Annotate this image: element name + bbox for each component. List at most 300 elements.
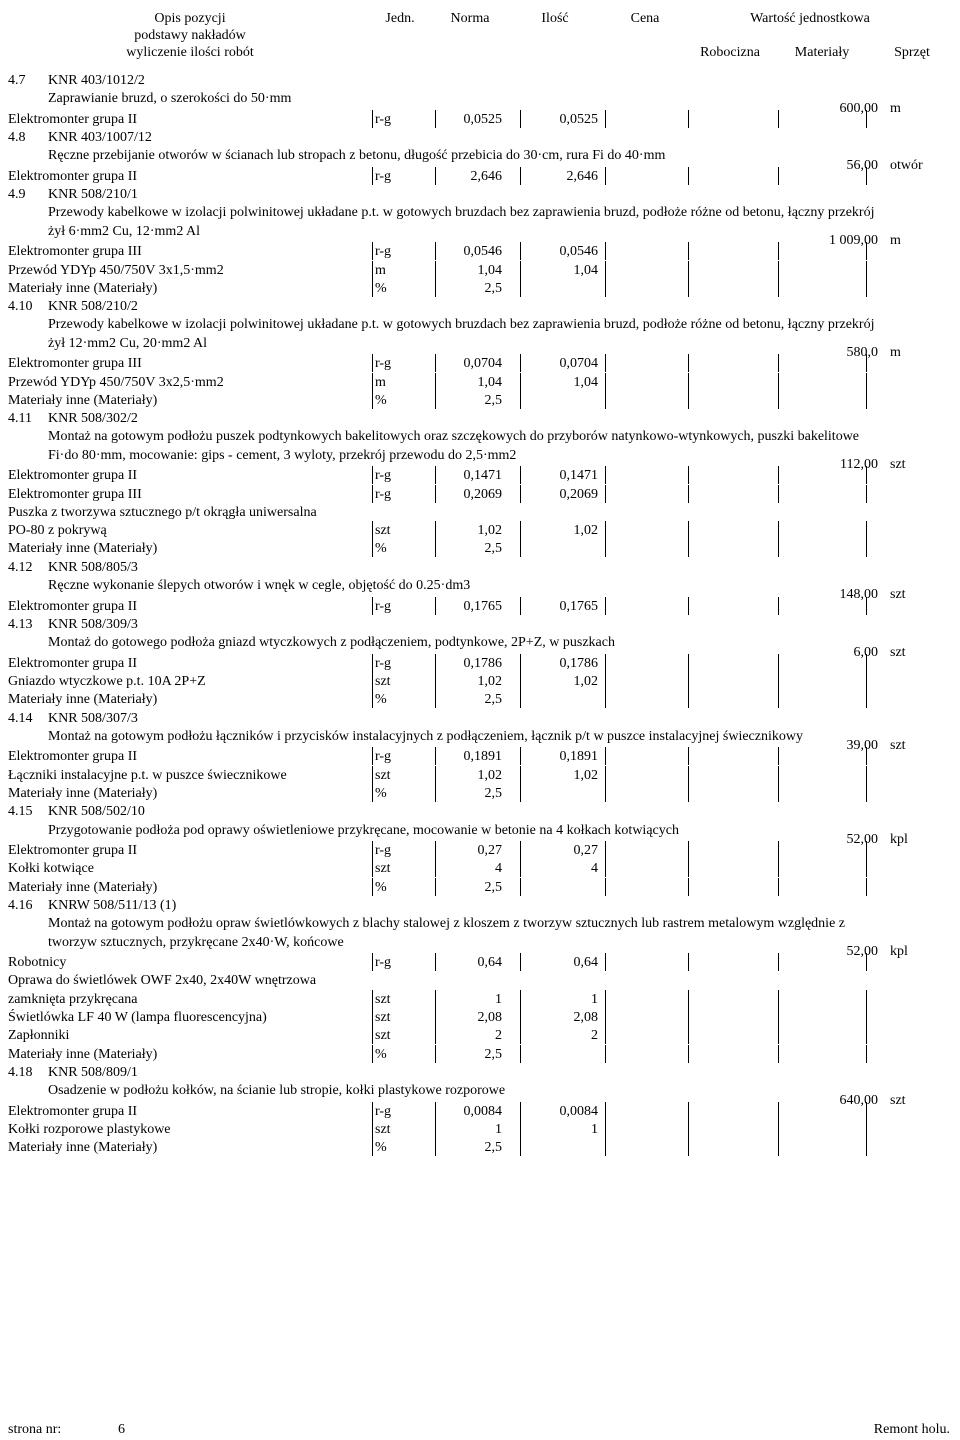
cell-divider <box>520 878 521 896</box>
cell-divider <box>605 539 606 557</box>
resource-norma: 2,5 <box>484 692 502 708</box>
resource-ilosc: 2,08 <box>573 1009 598 1025</box>
resource-name: Elektromonter grupa III <box>8 244 142 260</box>
resource-name: Elektromonter grupa III <box>8 356 142 372</box>
cell-divider <box>778 690 779 708</box>
cell-divider <box>520 242 521 260</box>
cell-divider <box>778 841 779 859</box>
resource-norma: 2 <box>495 1028 502 1044</box>
resource-ilosc: 1,02 <box>573 673 598 689</box>
cell-divider <box>866 953 867 971</box>
cell-divider <box>605 747 606 765</box>
page-footer <box>8 1422 125 1438</box>
resource-unit: szt <box>375 673 391 689</box>
cell-divider <box>866 521 867 539</box>
cell-divider <box>435 373 436 391</box>
resource-norma: 1,04 <box>477 262 502 278</box>
cell-divider <box>778 1138 779 1156</box>
cell-divider <box>435 1008 436 1026</box>
cell-divider <box>778 1120 779 1138</box>
cell-divider <box>688 466 689 484</box>
resource-name: Materiały inne (Materiały) <box>8 692 158 708</box>
resource-name: Materiały inne (Materiały) <box>8 280 158 296</box>
cell-divider <box>866 878 867 896</box>
cell-divider <box>688 1045 689 1063</box>
resource-norma: 2,5 <box>484 541 502 557</box>
resource-name: Materiały inne (Materiały) <box>8 392 158 408</box>
cell-divider <box>688 990 689 1008</box>
cell-divider <box>778 747 779 765</box>
cell-divider <box>778 110 779 128</box>
cell-divider <box>866 1026 867 1044</box>
resource-norma: 0,1765 <box>463 598 502 614</box>
cell-divider <box>435 766 436 784</box>
cell-divider <box>520 990 521 1008</box>
resource-norma: 0,1471 <box>463 468 502 484</box>
cell-divider <box>688 766 689 784</box>
cell-divider <box>435 242 436 260</box>
item-code: KNR 508/805/3 <box>48 559 138 575</box>
cell-divider <box>866 539 867 557</box>
item-description: Przygotowanie podłoża pod oprawy oświetleniowe przykręcane, mocowanie w betonie na 4 kołkach kotwiących <box>48 822 679 838</box>
item-quantity: 600,00 <box>839 100 878 116</box>
item-description: tworzyw sztucznych, przykręcane 2x40·W, końcowe <box>48 934 344 950</box>
cell-divider <box>778 261 779 279</box>
cell-divider <box>435 354 436 372</box>
cell-divider <box>372 279 373 297</box>
cell-divider <box>435 990 436 1008</box>
cell-divider <box>372 354 373 372</box>
resource-ilosc: 0,27 <box>573 843 598 859</box>
resource-norma: 2,5 <box>484 879 502 895</box>
item-number: 4.11 <box>8 411 32 427</box>
resource-unit: r-g <box>375 168 392 184</box>
item-unit: szt <box>890 457 906 473</box>
cell-divider <box>435 878 436 896</box>
cell-divider <box>435 110 436 128</box>
cell-divider <box>435 672 436 690</box>
resource-unit: % <box>375 1140 387 1156</box>
cell-divider <box>605 654 606 672</box>
cell-divider <box>520 1008 521 1026</box>
cell-divider <box>520 373 521 391</box>
item-description: żył 6·mm2 Cu, 12·mm2 Al <box>48 223 201 239</box>
resource-ilosc: 0,1786 <box>559 655 598 671</box>
cell-divider <box>520 859 521 877</box>
cell-divider <box>605 1026 606 1044</box>
cell-divider <box>435 859 436 877</box>
cell-divider <box>778 672 779 690</box>
cell-divider <box>688 841 689 859</box>
cell-divider <box>372 485 373 503</box>
header-opis-line-3: wyliczenie ilości robót <box>126 45 254 60</box>
item-code: KNR 508/302/2 <box>48 411 138 427</box>
cell-divider <box>688 1008 689 1026</box>
item-unit: kpl <box>890 943 908 959</box>
resource-norma: 2,5 <box>484 392 502 408</box>
cell-divider <box>688 690 689 708</box>
resource-norma: 1,04 <box>477 374 502 390</box>
resource-unit: % <box>375 879 387 895</box>
cell-divider <box>866 859 867 877</box>
cell-divider <box>372 953 373 971</box>
resource-ilosc: 1,04 <box>573 374 598 390</box>
resource-unit: r-g <box>375 955 392 971</box>
cell-divider <box>520 354 521 372</box>
cell-divider <box>372 841 373 859</box>
cell-divider <box>372 391 373 409</box>
resource-name: Materiały inne (Materiały) <box>8 879 158 895</box>
resource-unit: % <box>375 1046 387 1062</box>
cell-divider <box>372 1008 373 1026</box>
resource-ilosc: 2 <box>591 1028 598 1044</box>
item-description: Przewody kabelkowe w izolacji polwinitowej układane p.t. w gotowych bruzdach bez zaprawienia bruzd, podłoże różne od betonu, łączny przekrój <box>48 205 875 221</box>
item-quantity: 39,00 <box>846 738 878 754</box>
cell-divider <box>688 1102 689 1120</box>
cell-divider <box>435 690 436 708</box>
cell-divider <box>605 279 606 297</box>
cell-divider <box>778 597 779 615</box>
item-code: KNRW 508/511/13 (1) <box>48 897 177 913</box>
resource-name: Elektromonter grupa II <box>8 655 138 671</box>
item-unit: szt <box>890 738 906 754</box>
header-cena: Cena <box>630 11 660 26</box>
cell-divider <box>866 766 867 784</box>
cell-divider <box>866 354 867 372</box>
item-code: KNR 508/502/10 <box>48 804 145 820</box>
resource-ilosc: 0,64 <box>573 955 598 971</box>
item-description: Zaprawianie bruzd, o szerokości do 50·mm <box>48 91 292 107</box>
cell-divider <box>605 859 606 877</box>
page-number: 6 <box>118 1422 125 1437</box>
item-number: 4.8 <box>8 130 26 146</box>
cell-divider <box>866 279 867 297</box>
resource-name: Elektromonter grupa II <box>8 168 138 184</box>
cell-divider <box>688 167 689 185</box>
cell-divider <box>605 953 606 971</box>
cell-divider <box>866 784 867 802</box>
cell-divider <box>435 466 436 484</box>
cell-divider <box>435 597 436 615</box>
cell-divider <box>605 167 606 185</box>
item-code: KNR 508/307/3 <box>48 710 138 726</box>
resource-unit: r-g <box>375 749 392 765</box>
item-quantity: 56,00 <box>846 157 878 173</box>
cell-divider <box>688 878 689 896</box>
cell-divider <box>435 485 436 503</box>
cell-divider <box>520 261 521 279</box>
resource-norma: 1 <box>495 1121 502 1137</box>
cell-divider <box>372 766 373 784</box>
cell-divider <box>688 859 689 877</box>
item-quantity: 580,0 <box>846 345 878 361</box>
cell-divider <box>605 672 606 690</box>
cell-divider <box>435 1026 436 1044</box>
cell-divider <box>520 1026 521 1044</box>
resource-norma: 0,0704 <box>463 356 502 372</box>
cell-divider <box>688 747 689 765</box>
resource-ilosc: 0,0704 <box>559 356 598 372</box>
resource-ilosc: 0,1891 <box>559 749 598 765</box>
cell-divider <box>605 1045 606 1063</box>
cell-divider <box>520 110 521 128</box>
resource-name: Przewód YDYp 450/750V 3x1,5·mm2 <box>8 262 224 278</box>
cell-divider <box>435 1120 436 1138</box>
cell-divider <box>520 485 521 503</box>
header-jedn: Jedn. <box>385 11 415 26</box>
cell-divider <box>435 167 436 185</box>
cell-divider <box>778 784 779 802</box>
page-label: strona nr: <box>8 1422 62 1437</box>
item-unit: szt <box>890 644 906 660</box>
cell-divider <box>372 990 373 1008</box>
item-description: Ręczne wykonanie ślepych otworów i wnęk w cegle, objętość do 0.25·dm3 <box>48 578 471 594</box>
resource-name: Elektromonter grupa II <box>8 111 138 127</box>
cell-divider <box>778 766 779 784</box>
item-number: 4.10 <box>8 299 33 315</box>
cell-divider <box>688 354 689 372</box>
cell-divider <box>778 990 779 1008</box>
resource-name: Elektromonter grupa II <box>8 598 138 614</box>
cell-divider <box>605 1120 606 1138</box>
cell-divider <box>688 654 689 672</box>
resource-name: zamknięta przykręcana <box>8 991 138 1007</box>
cell-divider <box>866 1008 867 1026</box>
resource-ilosc: 2,646 <box>566 168 598 184</box>
header-ilosc: Ilość <box>541 11 569 26</box>
cell-divider <box>372 1045 373 1063</box>
cell-divider <box>688 953 689 971</box>
resource-norma: 2,646 <box>470 168 502 184</box>
header-wartosc: Wartość jednostkowa <box>750 11 870 26</box>
cell-divider <box>520 953 521 971</box>
resource-name: Materiały inne (Materiały) <box>8 785 158 801</box>
cell-divider <box>778 521 779 539</box>
resource-ilosc: 1 <box>591 991 598 1007</box>
cell-divider <box>866 597 867 615</box>
resource-ilosc: 0,1471 <box>559 468 598 484</box>
resource-unit: r-g <box>375 111 392 127</box>
item-quantity: 640,00 <box>839 1092 878 1108</box>
cell-divider <box>605 690 606 708</box>
item-unit: kpl <box>890 831 908 847</box>
resource-name: Elektromonter grupa III <box>8 486 142 502</box>
cell-divider <box>778 1008 779 1026</box>
cell-divider <box>605 391 606 409</box>
resource-norma: 0,2069 <box>463 486 502 502</box>
cell-divider <box>435 261 436 279</box>
cell-divider <box>778 539 779 557</box>
cell-divider <box>688 261 689 279</box>
cell-divider <box>688 1120 689 1138</box>
cell-divider <box>866 690 867 708</box>
resource-name: Kołki kotwiące <box>8 861 94 877</box>
resource-ilosc: 1 <box>591 1121 598 1137</box>
cell-divider <box>520 1045 521 1063</box>
cell-divider <box>520 521 521 539</box>
resource-norma: 2,5 <box>484 280 502 296</box>
cell-divider <box>605 990 606 1008</box>
resource-unit: m <box>375 262 386 278</box>
resource-norma: 2,08 <box>477 1009 502 1025</box>
item-description: Montaż na gotowym podłożu puszek podtynkowych bakelitowych oraz szczękowych do przyborów natynkowo-wtynkowych, puszki bakelitowe <box>48 429 860 445</box>
cell-divider <box>605 354 606 372</box>
resource-norma: 2,5 <box>484 1046 502 1062</box>
cell-divider <box>688 521 689 539</box>
resource-norma: 1,02 <box>477 673 502 689</box>
cell-divider <box>605 878 606 896</box>
resource-norma: 1,02 <box>477 767 502 783</box>
item-description: Montaż do gotowego podłoża gniazd wtyczkowych z podłączeniem, podtynkowe, 2P+Z, w puszkach <box>48 635 615 651</box>
cell-divider <box>520 597 521 615</box>
cell-divider <box>778 953 779 971</box>
resource-unit: % <box>375 280 387 296</box>
cell-divider <box>372 1026 373 1044</box>
cell-divider <box>866 1102 867 1120</box>
resource-norma: 0,1891 <box>463 749 502 765</box>
resource-unit: szt <box>375 767 391 783</box>
cell-divider <box>778 1026 779 1044</box>
resource-name: Elektromonter grupa II <box>8 749 138 765</box>
resource-name: Puszka z tworzywa sztucznego p/t okrągła uniwersalna <box>8 504 317 520</box>
cell-divider <box>688 279 689 297</box>
resource-unit: szt <box>375 523 391 539</box>
cell-divider <box>778 167 779 185</box>
header-materialy: Materiały <box>794 45 850 60</box>
resource-name: Robotnicy <box>8 955 67 971</box>
cell-divider <box>605 784 606 802</box>
resource-unit: szt <box>375 1121 391 1137</box>
cell-divider <box>866 391 867 409</box>
resource-ilosc: 1,02 <box>573 523 598 539</box>
header-sprzet: Sprzęt <box>894 45 930 60</box>
cell-divider <box>435 654 436 672</box>
resource-unit: r-g <box>375 244 392 260</box>
resource-unit: % <box>375 541 387 557</box>
item-code: KNR 508/309/3 <box>48 616 138 632</box>
cell-divider <box>372 521 373 539</box>
cell-divider <box>520 784 521 802</box>
item-quantity: 52,00 <box>846 943 878 959</box>
resource-norma: 0,27 <box>477 843 502 859</box>
resource-name: Kołki rozporowe plastykowe <box>8 1121 171 1137</box>
resource-ilosc: 0,0525 <box>559 111 598 127</box>
cell-divider <box>688 672 689 690</box>
cell-divider <box>778 1045 779 1063</box>
cell-divider <box>605 1008 606 1026</box>
cell-divider <box>372 859 373 877</box>
cell-divider <box>866 373 867 391</box>
item-quantity: 148,00 <box>839 587 878 603</box>
cell-divider <box>435 784 436 802</box>
cell-divider <box>688 242 689 260</box>
item-code: KNR 508/210/2 <box>48 299 138 315</box>
item-description: Ręczne przebijanie otworów w ścianach lub stropach z betonu, długość przebicia do 30·cm, rura Fi do 40·mm <box>48 148 666 164</box>
cell-divider <box>520 539 521 557</box>
cell-divider <box>372 1138 373 1156</box>
cell-divider <box>372 690 373 708</box>
cell-divider <box>372 784 373 802</box>
resource-ilosc: 4 <box>591 861 598 877</box>
cell-divider <box>520 1120 521 1138</box>
cell-divider <box>688 539 689 557</box>
cell-divider <box>605 841 606 859</box>
resource-unit: r-g <box>375 598 392 614</box>
cell-divider <box>435 1138 436 1156</box>
cell-divider <box>688 110 689 128</box>
cell-divider <box>372 747 373 765</box>
cell-divider <box>435 521 436 539</box>
cell-divider <box>605 1138 606 1156</box>
cell-divider <box>605 597 606 615</box>
cell-divider <box>605 485 606 503</box>
cell-divider <box>435 539 436 557</box>
cell-divider <box>435 1102 436 1120</box>
cell-divider <box>372 110 373 128</box>
cell-divider <box>778 242 779 260</box>
cell-divider <box>688 1026 689 1044</box>
item-description: Osadzenie w podłożu kołków, na ścianie lub stropie, kołki plastykowe rozporowe <box>48 1083 506 1099</box>
cell-divider <box>778 466 779 484</box>
cell-divider <box>778 859 779 877</box>
cell-divider <box>866 485 867 503</box>
cell-divider <box>778 1102 779 1120</box>
cell-divider <box>372 539 373 557</box>
resource-name: Elektromonter grupa II <box>8 1103 138 1119</box>
item-quantity: 1 009,00 <box>829 233 878 249</box>
resource-ilosc: 1,02 <box>573 767 598 783</box>
cell-divider <box>435 747 436 765</box>
cell-divider <box>688 373 689 391</box>
cell-divider <box>866 466 867 484</box>
resource-unit: szt <box>375 1009 391 1025</box>
cell-divider <box>520 654 521 672</box>
resource-norma: 0,64 <box>477 955 502 971</box>
cell-divider <box>866 672 867 690</box>
resource-unit: % <box>375 392 387 408</box>
cell-divider <box>866 747 867 765</box>
resource-norma: 0,0525 <box>463 111 502 127</box>
header-opis-line-1: Opis pozycji <box>154 11 226 26</box>
resource-unit: szt <box>375 1028 391 1044</box>
resource-name: Materiały inne (Materiały) <box>8 1140 158 1156</box>
resource-ilosc: 0,0546 <box>559 244 598 260</box>
cell-divider <box>520 1138 521 1156</box>
cell-divider <box>605 521 606 539</box>
cell-divider <box>688 1138 689 1156</box>
resource-norma: 2,5 <box>484 1140 502 1156</box>
item-number: 4.14 <box>8 710 33 726</box>
resource-ilosc: 0,2069 <box>559 486 598 502</box>
resource-norma: 2,5 <box>484 785 502 801</box>
resource-name: Elektromonter grupa II <box>8 843 138 859</box>
cell-divider <box>372 466 373 484</box>
item-code: KNR 508/210/1 <box>48 187 138 203</box>
resource-name: Gniazdo wtyczkowe p.t. 10A 2P+Z <box>8 673 206 689</box>
cell-divider <box>778 654 779 672</box>
cell-divider <box>520 167 521 185</box>
item-number: 4.12 <box>8 559 33 575</box>
cell-divider <box>372 672 373 690</box>
cell-divider <box>372 167 373 185</box>
item-description: Przewody kabelkowe w izolacji polwinitowej układane p.t. w gotowych bruzdach bez zaprawienia bruzd, podłoże różne od betonu, łączny przekrój <box>48 317 875 333</box>
item-unit: m <box>890 100 901 116</box>
cell-divider <box>435 841 436 859</box>
cell-divider <box>688 485 689 503</box>
cell-divider <box>372 373 373 391</box>
resource-name: Materiały inne (Materiały) <box>8 1046 158 1062</box>
resource-unit: szt <box>375 991 391 1007</box>
